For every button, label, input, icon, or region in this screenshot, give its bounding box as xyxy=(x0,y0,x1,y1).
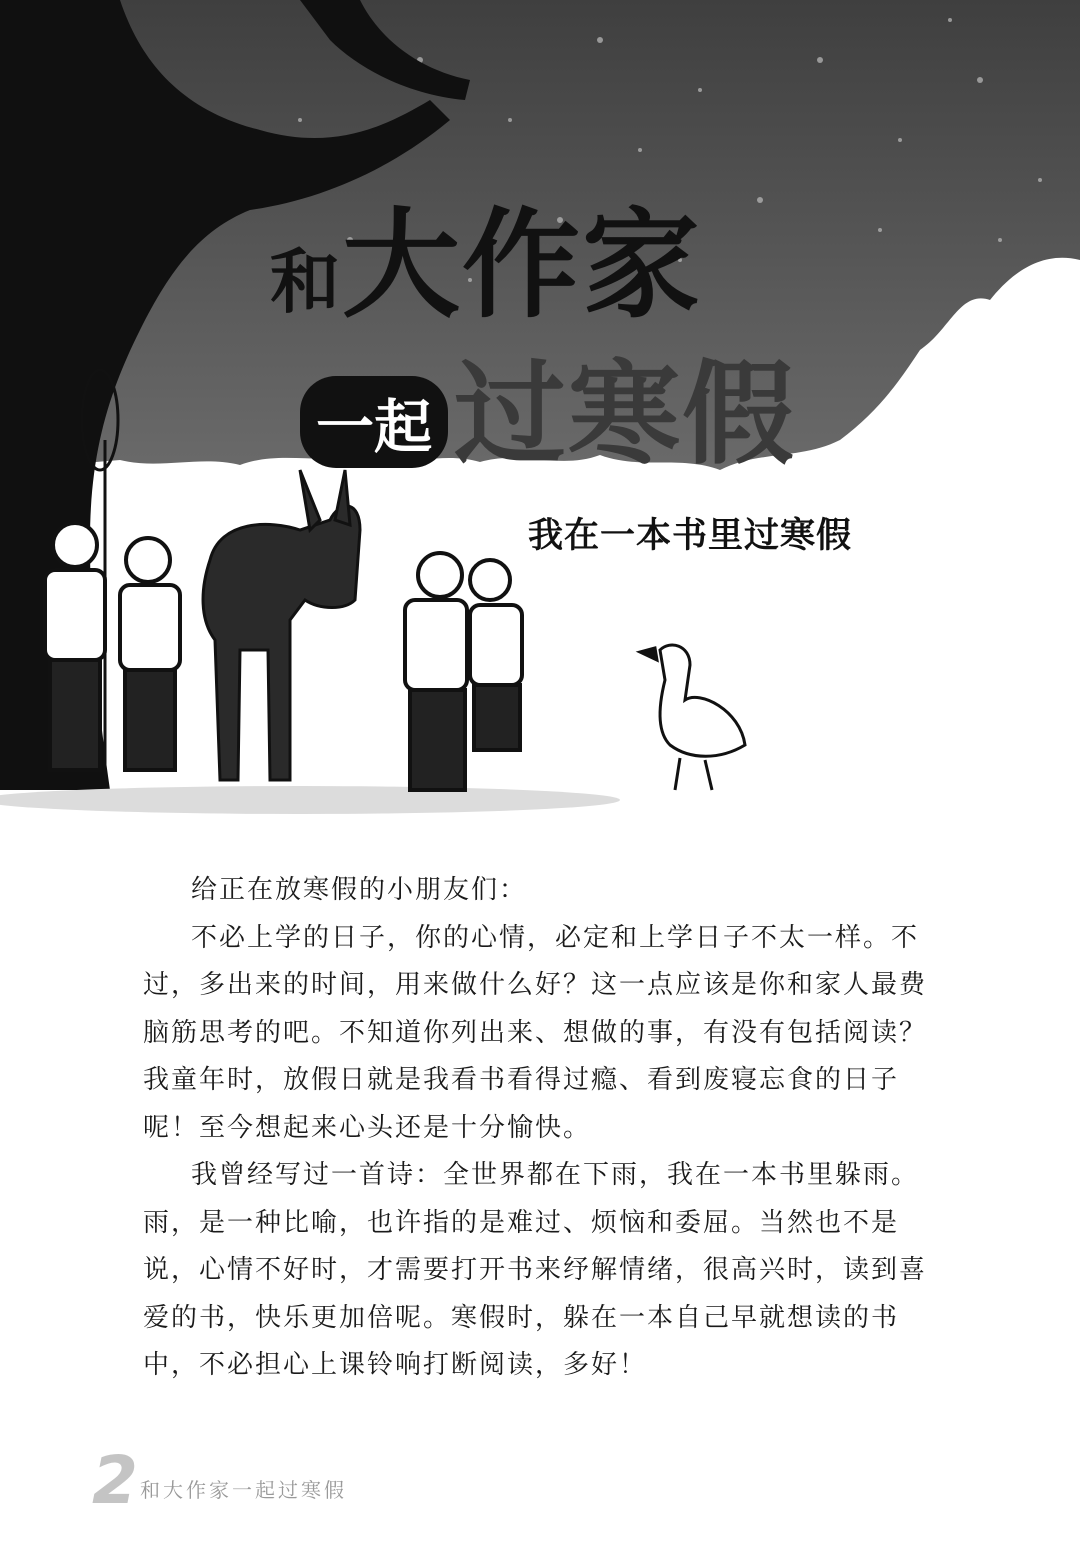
donkey xyxy=(203,470,360,780)
main-title-line1: 和大作家 xyxy=(270,196,703,334)
page-number: 2 xyxy=(92,1442,138,1519)
goose xyxy=(640,645,745,790)
title-badge: 一起 xyxy=(300,376,448,468)
paragraph: 我曾经写过一首诗：全世界都在下雨，我在一本书里躲雨。雨，是一种比喻，也许指的是难过、烦恼和委屈。当然也不是说，心情不好时，才需要打开书来纾解情绪，很高兴时，读到喜爱的书，快乐更加倍呢。寒假时，躲在一本自己早就想读的书中，不必担心上课铃响打断阅读，多好！ xyxy=(143,1160,928,1380)
ground-shadow xyxy=(0,786,620,814)
article-subtitle: 我在一本书里过寒假 xyxy=(528,515,853,556)
running-title: 和大作家一起过寒假 xyxy=(140,1478,347,1502)
paragraph-salutation: 给正在放寒假的小朋友们： xyxy=(191,875,528,905)
main-title-line2: 一起 过寒假 xyxy=(300,325,796,486)
paragraph: 不必上学的日子，你的心情，必定和上学日子不太一样。不过，多出来的时间，用来做什么好？这一点应该是你和家人最费脑筋思考的吧。不知道你列出来、想做的事，有没有包括阅读？我童年时，放假日就是我看书看得过瘾、看到废寝忘食的日子呢！至今想起来心头还是十分愉快。 xyxy=(143,922,928,1143)
article-body xyxy=(143,867,933,1390)
